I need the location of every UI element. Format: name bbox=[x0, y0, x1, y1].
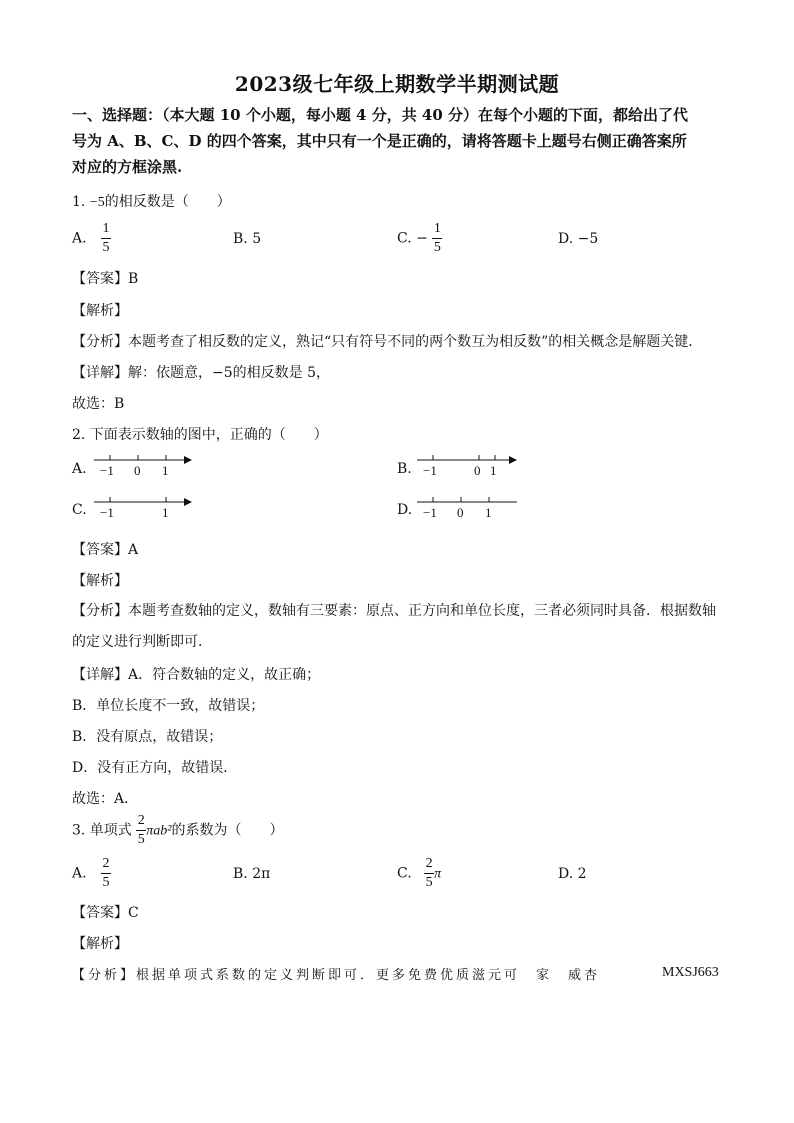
numerator: 2 bbox=[137, 813, 145, 828]
q1-choose: 故选：B bbox=[72, 396, 125, 412]
q2-answer: 【答案】A bbox=[72, 542, 139, 558]
question-2: 2. 下面表示数轴的图中，正确的（ ） bbox=[72, 427, 328, 443]
tick-label: −1 bbox=[100, 463, 114, 478]
numerator: 1 bbox=[433, 221, 441, 236]
denominator: 5 bbox=[433, 240, 441, 255]
q3-option-d: D. 2 bbox=[558, 866, 587, 882]
watermark-code: MXSJ663 bbox=[662, 965, 719, 980]
tick-label: 0 bbox=[457, 505, 464, 520]
q2-option-d-label: D. bbox=[397, 502, 413, 518]
question-expression: −5 bbox=[89, 195, 105, 210]
numerator: 2 bbox=[425, 856, 433, 871]
q1-xiangjie: 【详解】解：依题意，−5的相反数是 5， bbox=[72, 365, 330, 381]
tick-label: 1 bbox=[485, 505, 492, 520]
fraction bbox=[432, 222, 442, 255]
tick-label: −1 bbox=[100, 505, 114, 520]
coefficient-fraction bbox=[136, 814, 146, 847]
pi-symbol: π bbox=[434, 866, 442, 882]
monomial: πab² bbox=[146, 823, 172, 839]
tick-label: 1 bbox=[162, 463, 169, 478]
option-label: A. bbox=[72, 230, 87, 247]
q1-option-b: B. 5 bbox=[233, 231, 262, 247]
tick-label: 0 bbox=[134, 463, 141, 478]
denominator: 5 bbox=[137, 832, 145, 847]
option-label: C. bbox=[397, 230, 412, 247]
question-number: 1. bbox=[72, 194, 86, 210]
question-1 bbox=[72, 191, 231, 211]
question-text: 的系数为（ ） bbox=[171, 822, 284, 839]
q1-option-c bbox=[397, 222, 442, 255]
q2-fenxi-line2: 的定义进行判断即可． bbox=[72, 634, 212, 650]
q3-option-b: B. 2π bbox=[233, 866, 271, 882]
fraction-bar bbox=[424, 873, 434, 874]
q2-option-c-label: C. bbox=[72, 502, 87, 518]
section-instructions-line2: 号为 A、B、C、D 的四个答案，其中只有一个是正确的，请将答题卡上题号右侧正确答案所 bbox=[72, 132, 687, 150]
denominator: 5 bbox=[102, 240, 110, 255]
q2-line-c: B．没有原点，故错误； bbox=[72, 729, 223, 745]
numerator: 2 bbox=[102, 856, 110, 871]
q2-line-d: D．没有正方向，故错误． bbox=[72, 760, 238, 776]
q2-xiangjie: 【详解】A．符合数轴的定义，故正确； bbox=[72, 667, 321, 683]
option-label: C. bbox=[397, 865, 412, 882]
tick-label: 1 bbox=[162, 505, 169, 520]
q2-option-a-label: A. bbox=[72, 461, 87, 477]
q3-option-c bbox=[397, 857, 441, 890]
tick-label: −1 bbox=[423, 505, 437, 520]
tick-label: 0 bbox=[474, 463, 481, 478]
minus-sign: − bbox=[416, 230, 428, 247]
q3-option-a bbox=[72, 857, 111, 890]
q1-option-a bbox=[72, 222, 111, 255]
question-3 bbox=[72, 814, 283, 847]
fraction-bar bbox=[101, 238, 111, 239]
denominator: 5 bbox=[102, 875, 110, 890]
q1-option-d: D. −5 bbox=[558, 231, 599, 247]
q1-analysis-heading: 【解析】 bbox=[72, 303, 128, 319]
question-number: 3. 单项式 bbox=[72, 822, 132, 839]
q2-fenxi-line1: 【分析】本题考查数轴的定义，数轴有三要素：原点、正方向和单位长度，三者必须同时具备．根据数轴 bbox=[72, 603, 716, 619]
tick-label: 1 bbox=[490, 463, 497, 478]
numerator: 1 bbox=[102, 221, 110, 236]
denominator: 5 bbox=[425, 875, 433, 890]
q2-analysis-heading: 【解析】 bbox=[72, 573, 128, 589]
page-title: 2023级七年级上期数学半期测试题 bbox=[234, 72, 560, 96]
q2-option-b-label: B. bbox=[397, 461, 412, 477]
q2-choose: 故选：A． bbox=[72, 791, 139, 807]
q3-analysis-heading: 【解析】 bbox=[72, 936, 128, 952]
q1-fenxi: 【分析】本题考查了相反数的定义，熟记“只有符号不同的两个数互为相反数”的相关概念是解题关键． bbox=[72, 334, 703, 350]
q1-answer: 【答案】B bbox=[72, 271, 139, 287]
fraction bbox=[101, 222, 111, 255]
fraction-bar bbox=[432, 238, 442, 239]
question-text: 的相反数是（ ） bbox=[104, 194, 231, 210]
fraction bbox=[424, 857, 434, 890]
fraction-bar bbox=[101, 873, 111, 874]
fraction-bar bbox=[136, 830, 146, 831]
option-label: A. bbox=[72, 865, 87, 882]
q2-line-b: B．单位长度不一致，故错误； bbox=[72, 698, 265, 714]
section-instructions-line1: 一、选择题：（本大题 10 个小题，每小题 4 分，共 40 分）在每个小题的下面，都给出了代 bbox=[72, 106, 689, 124]
tick-label: −1 bbox=[423, 463, 437, 478]
q3-answer: 【答案】C bbox=[72, 905, 139, 921]
section-instructions-line3: 对应的方框涂黑. bbox=[72, 158, 183, 176]
q3-fenxi: 【分析】根据单项式系数的定义判断即可．更多免费优质滋元可 家 威杏 bbox=[72, 968, 601, 983]
fraction bbox=[101, 857, 111, 890]
